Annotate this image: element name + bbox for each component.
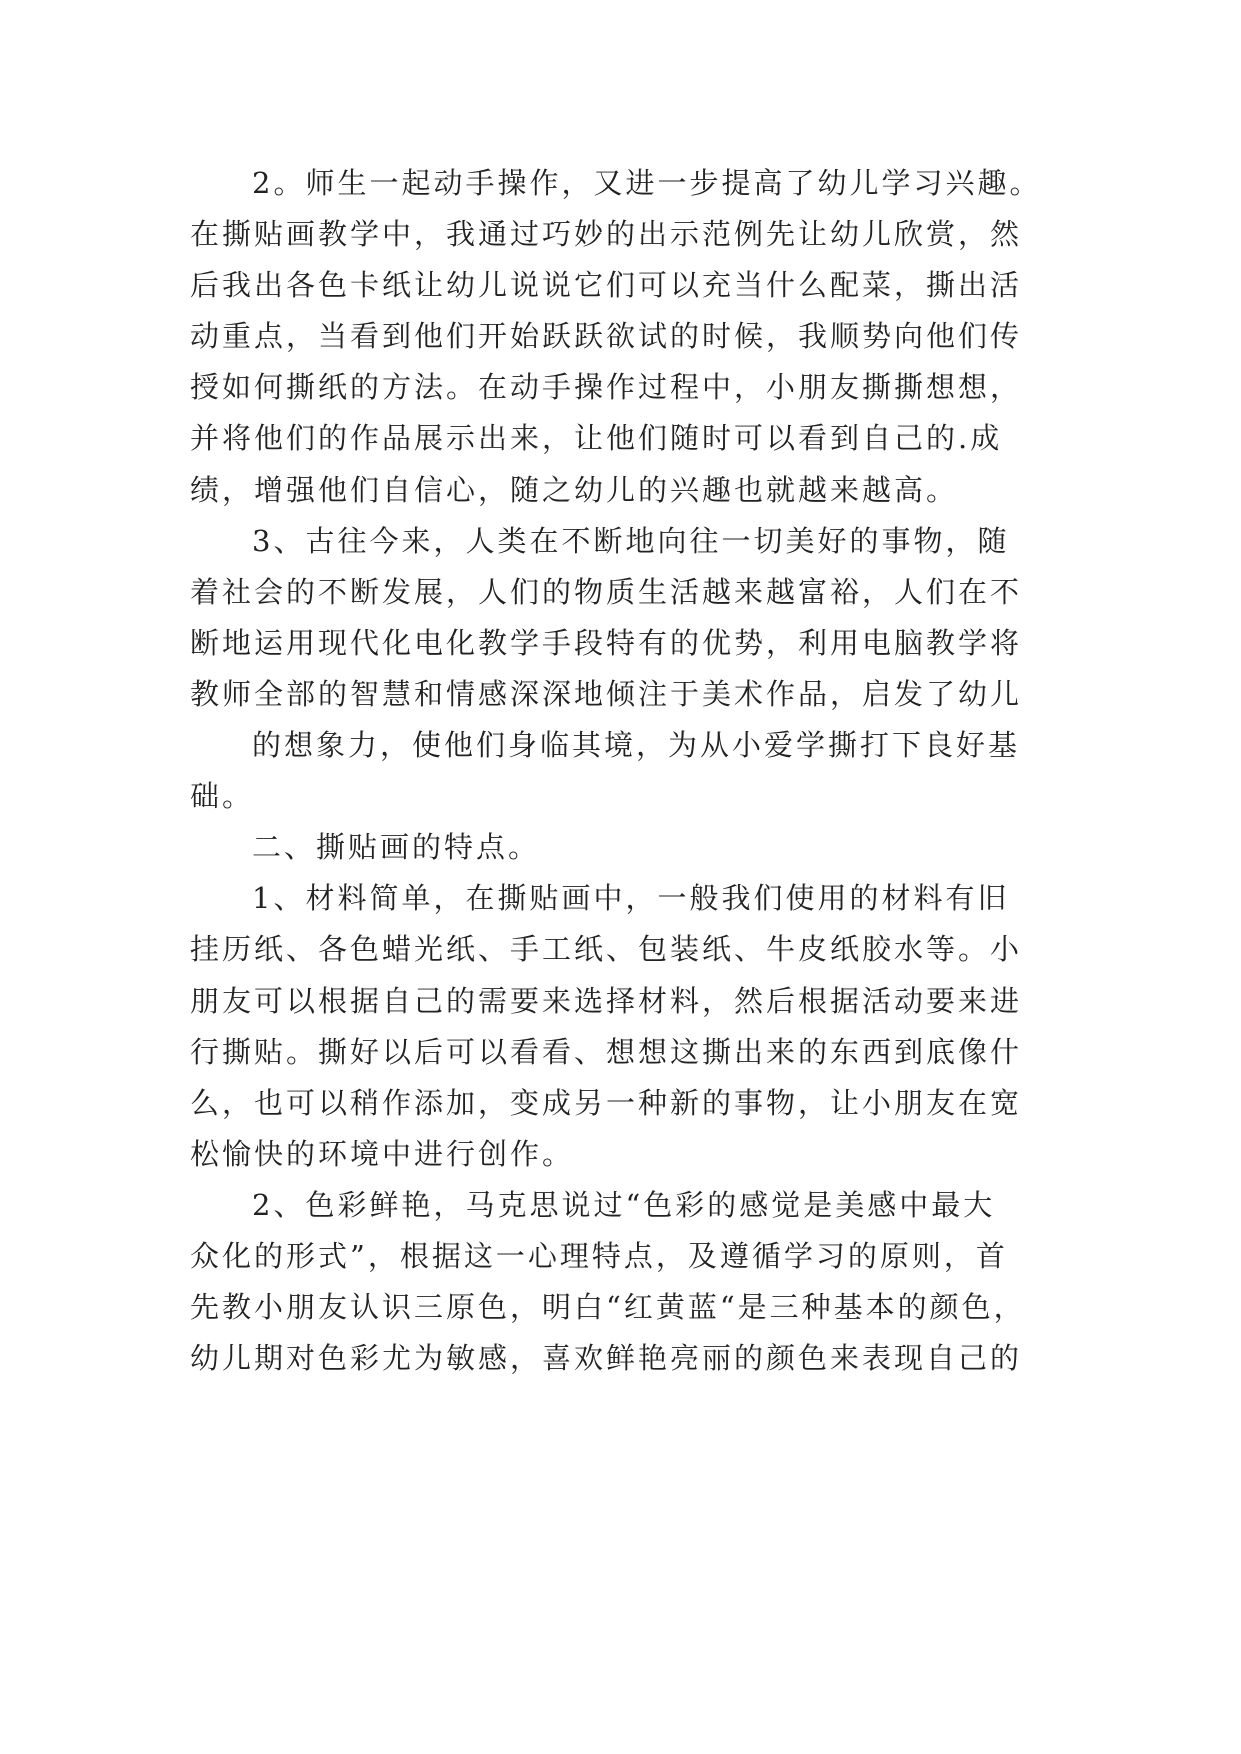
text-line: 行撕贴。撕好以后可以看看、想想这撕出来的东西到底像什 — [190, 1034, 1023, 1069]
text-line: 幼儿期对色彩尤为敏感，喜欢鲜艳亮丽的颜色来表现自己的 — [190, 1341, 1023, 1376]
text-line: 2、色彩鲜艳，马克思说过“色彩的感觉是美感中最大 — [252, 1187, 996, 1222]
text-line: 众化的形式”，根据这一心理特点，及遵循学习的原则，首 — [190, 1238, 1008, 1273]
text-line: 断地运用现代化电化教学手段特有的优势，利用电脑教学将 — [190, 625, 1023, 660]
text-line: 教师全部的智慧和情感深深地倾注于美术作品，启发了幼儿 — [190, 676, 1023, 711]
text-line: 授如何撕纸的方法。在动手操作过程中，小朋友撕撕想想， — [190, 370, 1023, 405]
text-line: 么，也可以稍作添加，变成另一种新的事物，让小朋友在宽 — [190, 1085, 1023, 1120]
text-line: 1、材料简单，在撕贴画中，一般我们使用的材料有旧 — [252, 881, 1010, 916]
text-line: 3、古往今来，人类在不断地向往一切美好的事物，随 — [252, 523, 1010, 558]
text-line: 着社会的不断发展，人们的物质生活越来越富裕，人们在不 — [190, 574, 1023, 609]
text-line: 先教小朋友认识三原色，明白“红黄蓝“是三种基本的颜色， — [190, 1290, 1026, 1325]
text-line: 二、撕贴画的特点。 — [252, 830, 541, 865]
text-line: 绩，增强他们自信心，随之幼儿的兴趣也就越来越高。 — [190, 472, 959, 507]
text-line: 础。 — [190, 779, 255, 814]
text-line: 并将他们的作品展示出来，让他们随时可以看到自己的.成 — [190, 421, 1003, 456]
text-line: 松愉快的环境中进行创作。 — [190, 1136, 575, 1171]
text-line: 朋友可以根据自己的需要来选择材料，然后根据活动要来进 — [190, 983, 1023, 1018]
text-line: 2。师生一起动手操作，又进一步提高了幼儿学习兴趣。 — [252, 166, 1042, 200]
text-line: 的想象力，使他们身临其境，为从小爱学撕打下良好基 — [252, 728, 1021, 763]
text-line: 挂历纸、各色蜡光纸、手工纸、包装纸、牛皮纸胶水等。小 — [190, 932, 1023, 967]
text-line: 动重点，当看到他们开始跃跃欲试的时候，我顺势向他们传 — [190, 319, 1023, 354]
text-line: 在撕贴画教学中，我通过巧妙的出示范例先让幼儿欣赏，然 — [190, 217, 1023, 252]
text-line: 后我出各色卡纸让幼儿说说它们可以充当什么配菜，撕出活 — [190, 268, 1023, 303]
body-text — [190, 158, 1070, 1384]
